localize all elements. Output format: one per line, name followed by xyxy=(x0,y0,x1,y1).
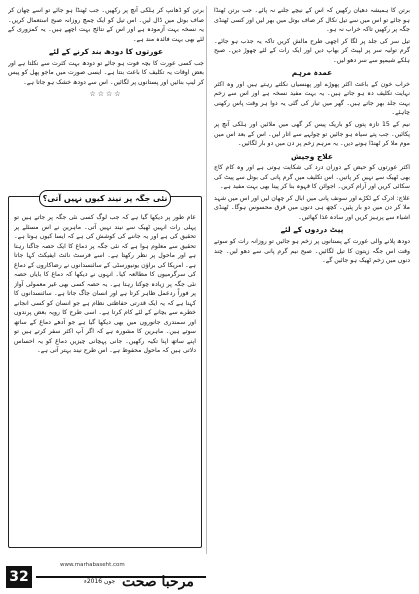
website-url: www.marhabaseht.com xyxy=(60,562,125,568)
magazine-logo: مرحبا صحت xyxy=(122,574,194,590)
box-body-text: عام طور پر دیکھا گیا ہے کہ جب لوگ کسی نئی جگہ پر جاتے ہیں تو پہلی رات انہیں ٹھیک سے نیند نہیں آتی۔ ماہرین نے اس مسئلے پر تحقیق کی ہے اور یہ جاننے کی کوشش کی ہے کہ ایسا کیوں ہوتا ہے۔ تحقیق سے معلوم ہوا ہے کہ نئی جگہ پر دماغ کا ایک حصہ جاگتا رہتا ہے اور ماحول پر نظر رکھتا ہے۔ اسے فرسٹ نائٹ ایفیکٹ کہا جاتا ہے۔ امریکا کی براؤن یونیورسٹی کے سائنسدانوں نے رضاکاروں کے دماغ کی سرگرمیوں کا مطالعہ کیا۔ انہوں نے دیکھا کہ دماغ کا بایاں حصہ نئی جگہ پر زیادہ چوکنا رہتا ہے۔ یہ حصہ کسی بھی غیر معمولی آواز پر فوراً ردعمل ظاہر کرتا ہے اور انسان جاگ جاتا ہے۔ سائنسدانوں کا کہنا ہے کہ یہ ایک قدرتی حفاظتی نظام ہے جو انسان کو کسی انجانے خطرے سے بچانے کے لئے کام کرتا ہے۔ اسی طرح کا رویہ بعض پرندوں اور سمندری جانوروں میں بھی دیکھا گیا ہے جو آدھے دماغ کے ساتھ سوتے ہیں۔ ماہرین کا مشورہ ہے کہ اگر آپ اکثر سفر کرتے ہیں تو اپنے ساتھ اپنا تکیہ رکھیں۔ جانی پہچانی چیزیں دماغ کو یہ احساس دلاتی ہیں کہ ماحول محفوظ ہے۔ اس طرح نیند بہتر آتی ہے۔ xyxy=(14,214,196,354)
paragraph: نیم کے 15 تازہ پتوں کو باریک پیس کر گھی میں ملائیں اور ہلکی آنچ پر پکائیں۔ جب پتے سیاہ ہو جائیں تو چولہے سے اتار لیں۔ اس کے بعد اس میں موم ملا کر ٹھنڈا ہونے دیں۔ یہ مرہم زخم پر دن میں دو بار لگائیں۔ xyxy=(214,121,410,148)
issue-date: جون 2016ء xyxy=(84,578,116,585)
sidebar-article-box xyxy=(8,196,202,548)
paragraph: دودھ پلانے والی عورت کے پستانوں پر زخم ہو جائیں تو روزانہ رات کو سوتے وقت اس جگہ زیتون کا تیل لگائیں۔ صبح نیم گرم پانی سے دھو لیں۔ چند دنوں میں زخم ٹھیک ہو جائیں گے۔ xyxy=(214,238,410,265)
paragraph: برتن کو ڈھانپ کر ہلکی آنچ پر رکھیں۔ جب ٹھنڈا ہو جائے تو اسے چھان کر صاف بوتل میں ڈال لیں۔ اس تیل کو ایک چمچ روزانہ صبح استعمال کریں۔ یہ نسخہ بہت آزمودہ ہے اور اس کے نتائج بہت اچھے ہیں۔ یہ کمزوری کے لئے بھی بہت فائدہ مند ہے۔ xyxy=(8,7,204,43)
paragraph: برتن کا ہمیشہ دھیان رکھیں کہ اس کے نیچے جلنے نہ پائے۔ جب برتن ٹھنڈا ہو جائے تو اس میں سے تیل نکال کر صاف بوتل میں بھر لیں اور کسی ٹھنڈی جگہ پر رکھیں تاکہ خراب نہ ہو۔ xyxy=(214,7,410,34)
box-title: نئی جگہ پر نیند کیوں نہیں آتی؟ xyxy=(39,190,171,207)
paragraph: علاج: ادرک کے ٹکڑے اور سونف پانی میں ابال کر چھان لیں اور اس میں شہد ملا کر دن میں دو بار پئیں۔ کچھ ہی دنوں میں فرق محسوس ہوگا۔ ٹھنڈی اشیاء سے پرہیز کریں اور سادہ غذا کھائیں۔ xyxy=(214,194,410,221)
section-heading: عمدہ مرہم xyxy=(291,68,333,78)
section-heading: علاج وجیش xyxy=(291,151,333,161)
column-divider xyxy=(206,6,207,554)
paragraph: تیل سر کی جلد پر لگا کر اچھی طرح مالش کریں تاکہ یہ جذب ہو جائے۔ گرم تولیہ سر پر لپیٹ کر بھاپ دیں اور ایک رات کے لئے چھوڑ دیں۔ صبح ہلکے شیمپو سے سر دھو لیں۔ xyxy=(214,37,410,64)
section-heading: پیٹ دردوں کے لئے xyxy=(280,225,344,235)
paragraph: خراب خون کے باعث اکثر پھوڑے اور پھنسیاں نکلتے رہتے ہیں اور وہ اکثر نہایت تکلیف دہ ہو جاتے ہیں۔ یہ بہت مفید نسخہ ہے اور اس سے زخم بہت جلد بھر جاتے ہیں۔ گھر میں تیار کی گئی یہ دوا ہر وقت پاس رکھنی چاہئے۔ xyxy=(214,80,410,117)
star-separator: ☆☆☆☆ xyxy=(89,90,123,99)
right-column xyxy=(214,6,410,586)
paragraph: جب کسی عورت کا بچہ فوت ہو جائے تو دودھ بہت کثرت سے نکلتا ہے اور بعض اوقات یہ تکلیف کا باعث بنتا ہے۔ ایسی صورت میں ماجو پھل کو پیس کر لیپ بنائیں اور پستانوں پر لگائیں۔ اس سے دودھ خشک ہو جاتا ہے۔ xyxy=(8,59,204,86)
paragraph: اکثر عورتوں کو حیض کے دوران درد کی شکایت ہوتی ہے اور وہ کام کاج بھی ٹھیک سے نہیں کر پاتیں۔ اس تکلیف میں گرم پانی کی بوتل سے پیٹ کی سکائی کریں اور آرام کریں۔ اجوائن کا قہوہ بنا کر پینا بھی بہت مفید ہے۔ xyxy=(214,164,410,191)
section-heading: عورتوں کا دودھ بند کرنے کے لئے xyxy=(48,47,164,57)
page-number: 32 xyxy=(6,566,32,588)
page-footer xyxy=(0,556,210,594)
box-title-wrapper xyxy=(39,190,169,206)
